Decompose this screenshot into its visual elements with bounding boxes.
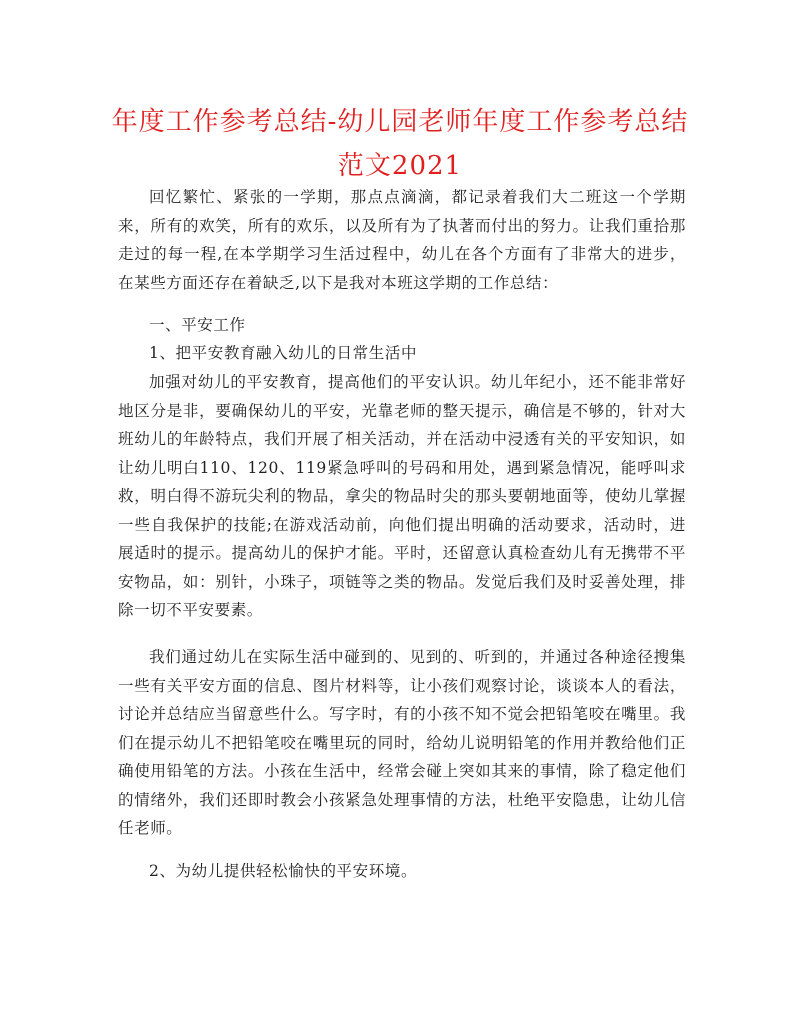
intro-text: 回忆繁忙、紧张的一学期，那点点滴滴，都记录着我们大二班这一个学期来，所有的欢笑，所有的欢乐，以及所有为了执著而付出的努力。让我们重拾那走过的每一程,在本学期学习生活过程中，幼儿在各个方面有了非常大的进步，在某些方面还存在着缺乏,以下是我对本班这学期的工作总结： (118, 188, 686, 292)
section1-heading-text: 一、平安工作 (149, 316, 246, 334)
body-paragraph-safety-education (118, 368, 686, 625)
sub1-body-text: 加强对幼儿的平安教育，提高他们的平安认识。幼儿年纪小，还不能非常好地区分是非，要确保幼儿的平安，光靠老师的整天提示，确信是不够的，针对大班幼儿的年龄特点，我们开展了相关活动，并在活动中浸透有关的平安知识，如让幼儿明白110、120、119紧急呼叫的号码和用处，遇到紧急情况，能呼叫求救，明白得不游玩尖利的物品，拿尖的物品时尖的那头要朝地面等，使幼儿掌握一些自我保护的技能;在游戏活动前，向他们提出明确的活动要求，活动时，进展适时的提示。提高幼儿的保护才能。平时，还留意认真检查幼儿有无携带不平安物品，如：别针，小珠子，项链等之类的物品。发觉后我们及时妥善处理，排除一切不平安要素。 (118, 373, 686, 619)
sub2-heading-text: 2、为幼儿提供轻松愉快的平安环境。 (149, 862, 418, 880)
document-title: 年度工作参考总结-幼儿园老师年度工作参考总结范文2021 (111, 107, 689, 181)
intro-paragraph (118, 183, 686, 297)
subheading-environment (118, 857, 686, 886)
body-paragraph-real-life (118, 643, 686, 843)
subheading-daily-life (118, 339, 686, 368)
sub1-body2-text: 我们通过幼儿在实际生活中碰到的、见到的、听到的，并通过各种途径搜集一些有关平安方面的信息、图片材料等，让小孩们观察讨论，谈谈本人的看法，讨论并总结应当留意些什么。写字时，有的小孩不知不觉会把铅笔咬在嘴里。我们在提示幼儿不把铅笔咬在嘴里玩的同时，给幼儿说明铅笔的作用并教给他们正确使用铅笔的方法。小孩在生活中，经常会碰上突如其来的事情，除了稳定他们的情绪外，我们还即时教会小孩紧急处理事情的方法，杜绝平安隐患，让幼儿信任老师。 (118, 648, 686, 837)
section-heading-safety (118, 311, 686, 340)
sub1-heading-text: 1、把平安教育融入幼儿的日常生活中 (149, 344, 418, 362)
